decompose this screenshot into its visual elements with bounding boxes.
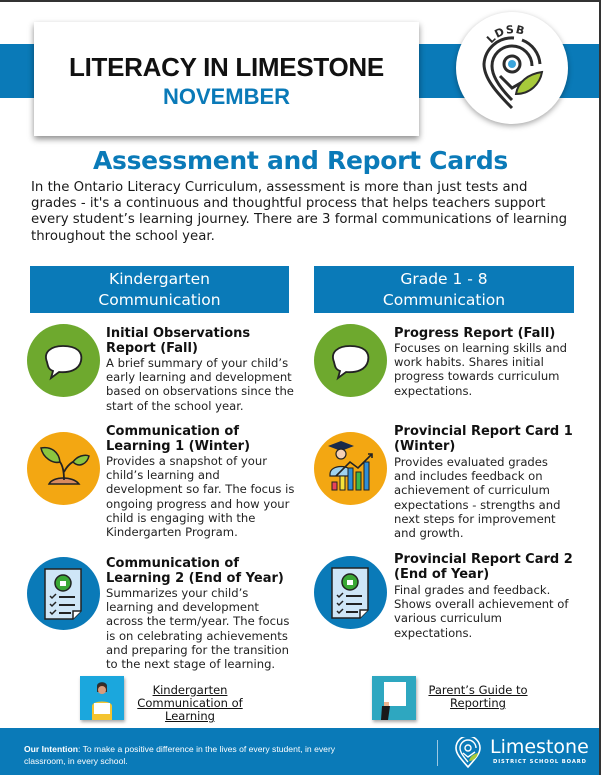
sprout-icon — [27, 432, 100, 505]
page-top-border — [0, 0, 601, 2]
student-holding-paper-icon[interactable] — [80, 676, 124, 720]
item-title: Communication of Learning 1 (Winter) — [106, 424, 251, 454]
intention-text: : To make a positive difference in the lives of every student, in every classroom, in every school. — [24, 744, 336, 766]
item-title: Progress Report (Fall) — [394, 326, 556, 341]
intro-paragraph: In the Ontario Literacy Curriculum, assessment is more than just tests and grades - it's a continuous and thoughtful process that helps teachers support every student’s learning journey. There are 3 formal communications of learning throughout the school year. — [31, 180, 568, 244]
item-title: Provincial Report Card 1 (Winter) — [394, 424, 573, 454]
item-title: Provincial Report Card 2 (End of Year) — [394, 552, 573, 582]
footer-intention — [24, 743, 354, 767]
footer-divider — [437, 740, 438, 766]
column-header-line2: Communication — [382, 290, 506, 309]
ldsb-logo — [456, 12, 568, 124]
item-description: A brief summary of your child’s early learning and development based on observations since the start of the school year. — [106, 356, 294, 413]
kindergarten-column-header — [30, 266, 289, 313]
graduate-growth-chart-icon — [314, 432, 387, 505]
item-description: Final grades and feedback. Shows overall achievement of various curriculum expectations. — [394, 583, 569, 640]
limestone-logo-name: Limestone — [490, 736, 589, 758]
section-title: Assessment and Report Cards — [92, 146, 509, 175]
item-description: Provides evaluated grades and includes feedback on achievement of curriculum expectations - strengths and next steps for improvement and growth. — [394, 455, 561, 541]
column-header-line1: Grade 1 - 8 — [400, 269, 488, 288]
item-description: Focuses on learning skills and work habits. Shares initial progress towards curriculum expectations. — [394, 341, 568, 398]
item-description: Summarizes your child’s learning and development across the term/year. The focus is on celebrating achievements and preparing for the transition to the next stage of learning. — [106, 586, 290, 672]
intention-label: Our Intention — [24, 744, 78, 754]
svg-text:LDSB: LDSB — [484, 22, 527, 46]
limestone-logo-subtitle: DISTRICT SCHOOL BOARD — [493, 759, 587, 765]
newsletter-title: LITERACY IN LIMESTONE — [69, 52, 384, 82]
speech-bubble-icon — [27, 324, 100, 397]
footer — [0, 728, 601, 775]
newsletter-month: NOVEMBER — [162, 84, 291, 109]
kindergarten-communication-link[interactable]: Kindergarten Communication of Learning — [137, 683, 243, 723]
limestone-logo-icon — [453, 737, 483, 769]
hand-holding-paper-icon[interactable] — [372, 676, 416, 720]
report-checklist-icon — [27, 557, 100, 630]
column-header-line2: Communication — [98, 290, 221, 309]
item-description: Provides a snapshot of your child’s learning and development so far. The focus is ongoing progress and how your child is engaging with the Kindergarten Program. — [106, 454, 295, 540]
item-title: Communication of Learning 2 (End of Year) — [106, 556, 284, 586]
grade-1-8-column-header — [314, 266, 574, 313]
speech-bubble-icon — [314, 324, 387, 397]
ldsb-pin-leaf-icon — [456, 12, 568, 124]
parents-guide-to-reporting-link[interactable]: Parent’s Guide to Reporting — [428, 683, 528, 710]
item-title: Initial Observations Report (Fall) — [106, 326, 251, 356]
report-checklist-icon — [314, 556, 387, 629]
header-title-card — [34, 22, 419, 136]
column-header-line1: Kindergarten — [109, 269, 210, 288]
